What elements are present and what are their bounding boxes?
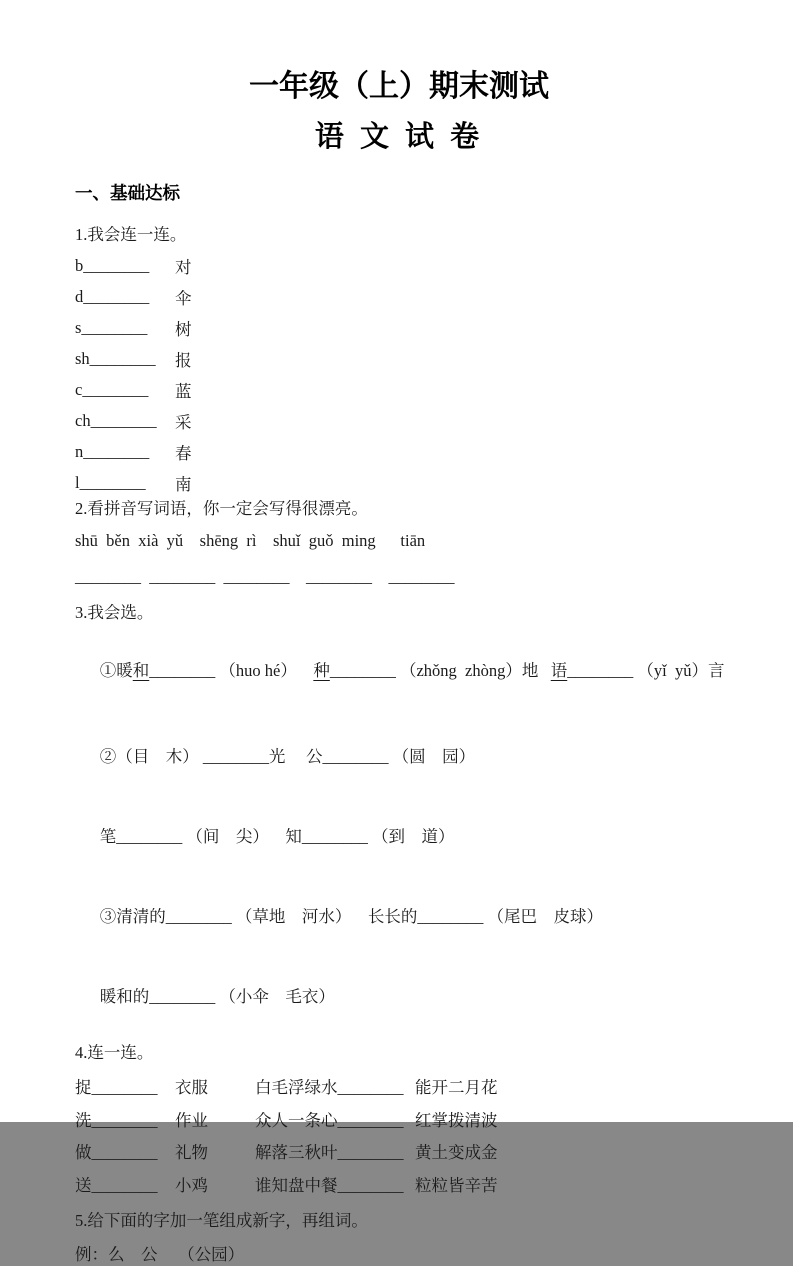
section-heading: 一、基础达标 [75,183,180,203]
underlined-char: 和 [132,661,150,680]
q1-match-row [75,467,723,498]
blank-line: ________ [417,907,484,926]
q5-label: 5.给下面的字加一笔组成新字，再组词。 [75,1211,368,1231]
q1-match-row [75,250,723,281]
blank-line: ________ [165,907,232,926]
q1-initial-blank: c________ [75,379,149,399]
q4-noun: 衣服 [175,1078,208,1098]
blank-line: ________ [329,661,396,680]
text-segment: （到 道） [367,827,455,846]
q1-match-row [75,343,723,374]
q1-initial-blank: l________ [75,472,146,492]
q1-initial-blank: n________ [75,441,150,461]
q4-verb-blank: 洗________ [75,1110,158,1130]
text-segment: 光 [268,747,306,766]
q4-label: 4.连一连。 [75,1043,154,1062]
q1-character: 蓝 [175,381,192,401]
q4-phrase-match: 粒粒皆辛苦 [415,1176,498,1196]
text-segment: （yǐ yǔ）言 [633,661,725,680]
text-segment: （草地 河水） [231,907,368,926]
q1-initial-blank: b________ [75,255,150,275]
text-segment: （间 尖） [182,827,286,846]
q1-match-row [75,312,723,343]
text-segment: （圆 园） [388,747,476,766]
q1-match-list [75,250,723,498]
q4-verb-blank: 送________ [75,1176,158,1196]
q3-item-2b [75,804,723,870]
q4-match-row [75,1103,723,1136]
q1-character: 春 [175,443,192,463]
q4-noun: 作业 [175,1110,208,1130]
q4-phrase-blank: 白毛浮绿水________ [255,1078,404,1098]
page-subtitle: 语 文 试 卷 [314,121,484,153]
q2-label: 2.看拼音写词语，你一定会写得很漂亮。 [75,499,368,518]
blank-line: ________ [149,987,216,1006]
underlined-char: 语 [550,661,568,680]
q1-initial-blank: d________ [75,286,150,306]
q3-item-2 [75,724,723,790]
q1-character: 对 [175,257,192,277]
text-segment: 知 [285,827,302,846]
q1-initial-blank: ch________ [75,410,157,430]
text-segment: （尾巴 皮球） [483,907,603,926]
blank-line: ________ [301,827,368,846]
q3-label: 3.我会选。 [75,603,154,622]
blank-line: ________ [322,747,389,766]
q1-initial-blank: s________ [75,317,148,337]
underlined-char: 种 [313,661,330,680]
blank-line: ________ [116,827,183,846]
q1-initial-blank: sh________ [75,348,156,368]
q4-verb-blank: 做________ [75,1143,158,1163]
q4-phrase-match: 黄土变成金 [415,1143,498,1163]
q4-phrase-blank: 谁知盘中餐________ [255,1176,404,1196]
q3-item-3 [75,884,723,950]
q1-match-row [75,436,723,467]
q4-phrase-match: 能开二月花 [415,1078,498,1098]
page-title: 一年级（上）期末测试 [249,70,549,103]
q4-noun: 小鸡 [175,1176,208,1196]
text-segment: （小伞 毛衣） [215,987,335,1006]
text-segment: （huo hé） [215,661,314,680]
q4-noun: 礼物 [175,1143,208,1163]
text-segment: ②（目 木） [99,747,203,766]
q3-item-3b [75,964,723,1030]
q1-match-row [75,374,723,405]
q1-character: 伞 [175,288,192,308]
blank-line: ________ [567,661,634,680]
text-segment: 长长的 [367,907,418,926]
q3-item-1 [75,638,723,704]
q1-character: 报 [175,350,192,370]
q4-match-row [75,1135,723,1168]
q4-match-row [75,1168,723,1201]
q2-answer-blanks: ________ ________ ________ ________ ________ [75,567,455,586]
text-segment: 暖和的 [99,987,150,1006]
q5-example: 例：么 公 （公园） [75,1245,245,1265]
text-segment: ①暖 [99,661,133,680]
text-segment: ③清清的 [99,907,166,926]
q1-label: 1.我会连一连。 [75,225,187,244]
text-segment: 公 [306,747,323,766]
q4-match-row [75,1070,723,1103]
q1-character: 南 [175,474,192,494]
q1-character: 采 [175,412,192,432]
q4-verb-blank: 捉________ [75,1078,158,1098]
q1-match-row [75,405,723,436]
q4-phrase-match: 红掌拨清波 [415,1110,498,1130]
q4-phrase-blank: 众人一条心________ [255,1110,404,1130]
q2-pinyin-line: shū běn xià yǔ shēng rì shuǐ guǒ ming tiān [75,531,426,550]
blank-line: ________ [149,661,216,680]
q4-phrase-blank: 解落三秋叶________ [255,1143,404,1163]
text-segment: （zhǒng zhòng）地 [395,661,551,680]
q1-character: 树 [175,319,192,339]
text-segment: 笔 [99,827,117,846]
q1-match-row [75,281,723,312]
blank-line: ________ [202,747,269,766]
q4-match-list [75,1070,723,1200]
